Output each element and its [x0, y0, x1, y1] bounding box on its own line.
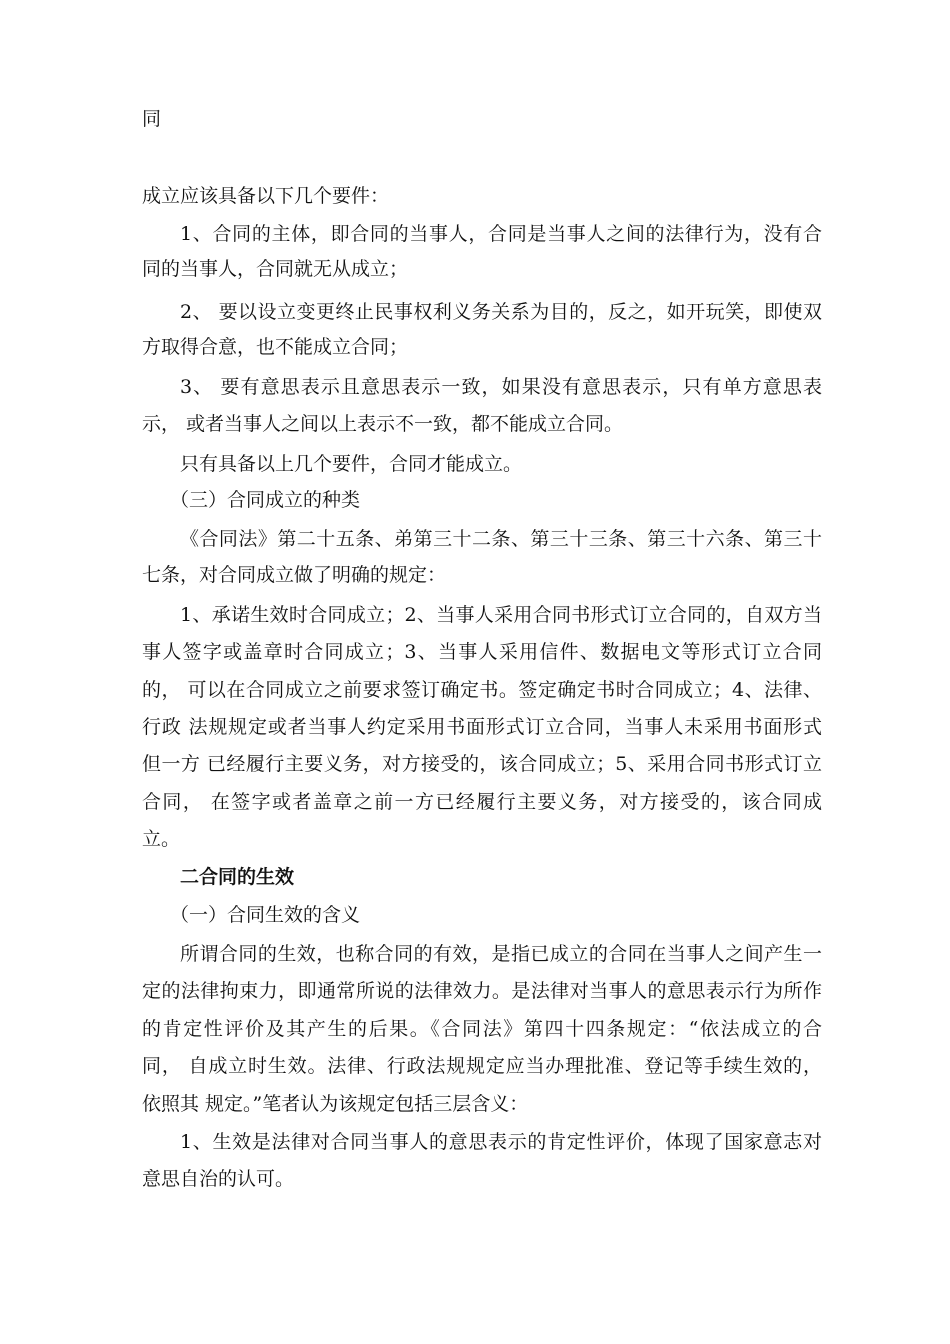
chapter-heading: 二合同的生效	[180, 866, 295, 888]
text-line: 但一方 已经履行主要义务，对方接受的，该合同成立；5、采用合同书形式订立	[142, 753, 822, 775]
text-line: 3、 要有意思表示且意思表示一致，如果没有意思表示，只有单方意思表	[180, 376, 822, 398]
text-line: 1、承诺生效时合同成立；2、当事人采用合同书形式订立合同的，自双方当	[180, 604, 822, 626]
text-line: 1、生效是法律对合同当事人的意思表示的肯定性评价，体现了国家意志对	[180, 1131, 822, 1153]
text-line: 2、 要以设立变更终止民事权利义务关系为目的，反之，如开玩笑，即使双	[180, 301, 822, 323]
text-line: 1、合同的主体，即合同的当事人，合同是当事人之间的法律行为，没有合	[180, 223, 822, 245]
text-line: 意思自治的认可。	[142, 1168, 295, 1190]
text-line: 同	[142, 108, 162, 130]
text-line: 定的法律拘束力，即通常所说的法律效力。是法律对当事人的意思表示行为所作	[142, 980, 822, 1002]
text-line: 七条，对合同成立做了明确的规定：	[142, 564, 447, 586]
section-heading: （三）合同成立的种类	[170, 489, 361, 511]
text-line: 的肯定性评价及其产生的后果。《合同法》第四十四条规定：“依法成立的合	[142, 1018, 822, 1040]
text-line: 立。	[142, 828, 181, 850]
text-line: 示， 或者当事人之间以上表示不一致，都不能成立合同。	[142, 413, 624, 435]
text-line: 同， 自成立时生效。法律、行政法规规定应当办理批准、登记等手续生效的，	[142, 1055, 822, 1077]
text-line: 的， 可以在合同成立之前要求签订确定书。签定确定书时合同成立；4、法律、	[142, 679, 822, 701]
text-line: 事人签字或盖章时合同成立；3、当事人采用信件、数据电文等形式订立合同	[142, 641, 822, 663]
text-line: 同的当事人，合同就无从成立；	[142, 258, 409, 280]
text-line: 合同， 在签字或者盖章之前一方已经履行主要义务，对方接受的，该合同成	[142, 791, 822, 813]
text-line: 所谓合同的生效，也称合同的有效，是指已成立的合同在当事人之间产生一	[180, 943, 822, 965]
section-heading: （一）合同生效的含义	[170, 904, 361, 926]
text-line: 方取得合意，也不能成立合同；	[142, 336, 409, 358]
text-line: 行政 法规规定或者当事人约定采用书面形式订立合同，当事人未采用书面形式	[142, 716, 822, 738]
text-line: 只有具备以上几个要件，合同才能成立。	[180, 453, 523, 475]
text-line: 成立应该具备以下几个要件：	[142, 185, 390, 207]
text-line: 《合同法》第二十五条、弟第三十二条、第三十三条、第三十六条、第三十	[180, 528, 822, 550]
text-line: 依照其 规定。”笔者认为该规定包括三层含义：	[142, 1093, 529, 1115]
